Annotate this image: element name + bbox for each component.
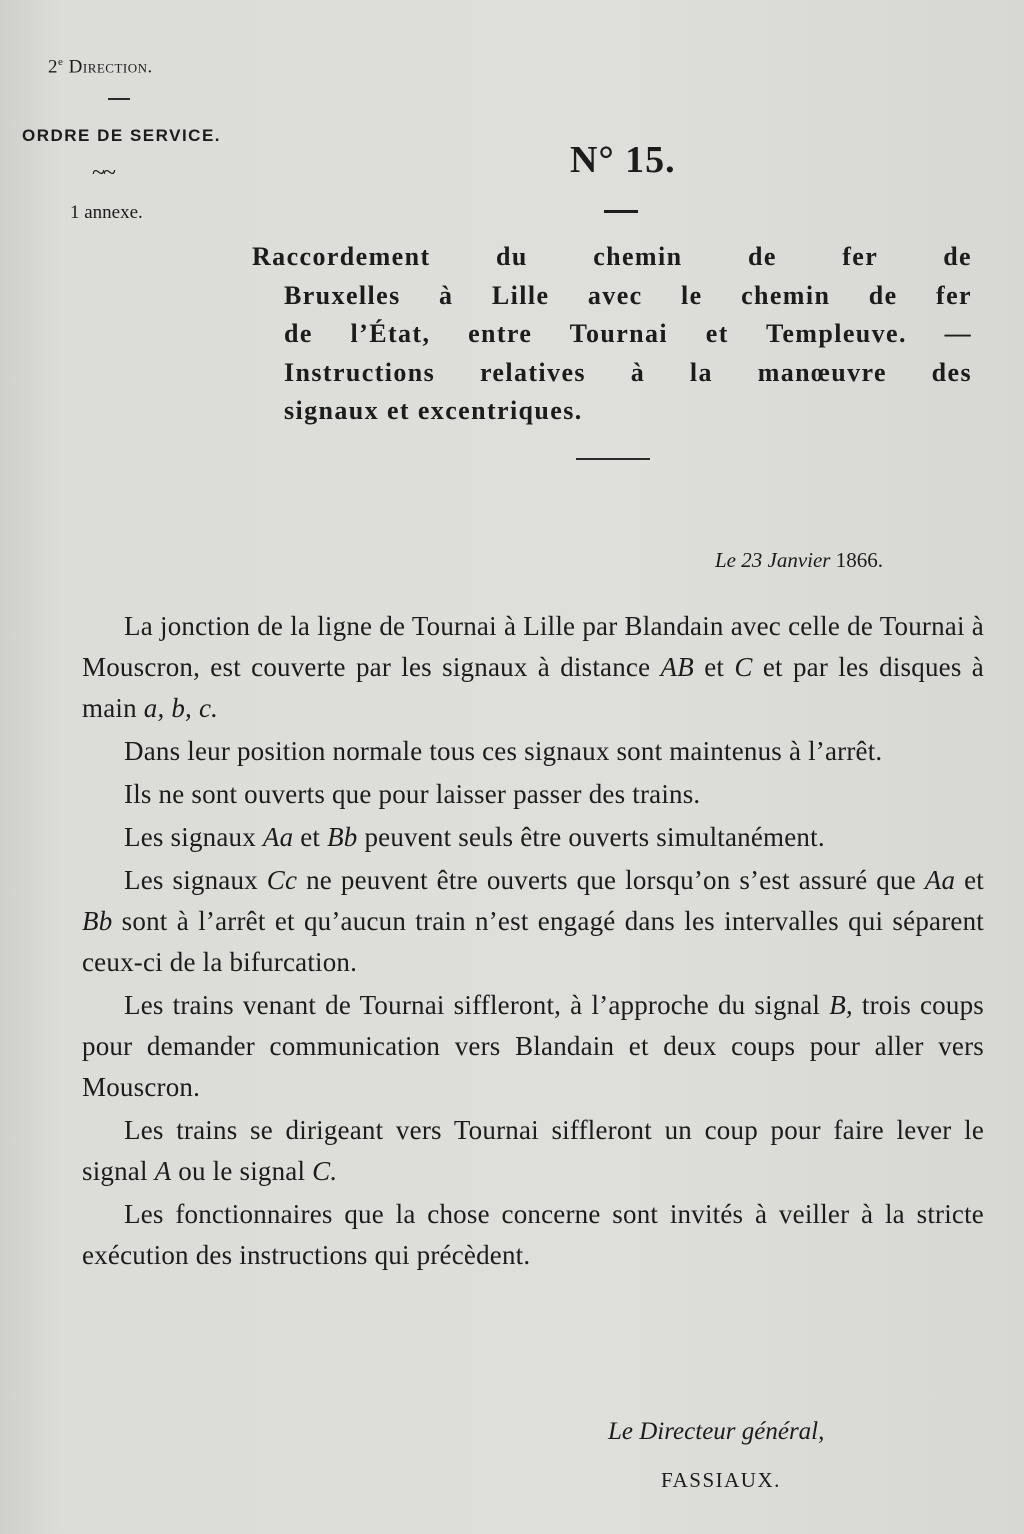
paragraph: La jonction de la ligne de Tournai à Lille par Blandain avec celle de Tournai à Mouscron, est couverte par les signaux à distance AB et C et par les disques à main a, b, c. [82, 611, 984, 723]
subject-line: signaux et excentriques. [284, 396, 583, 425]
subject-line: Raccordement du chemin de fer de [252, 242, 972, 271]
subject-line: Instructions relatives à la manœuvre des [284, 357, 972, 387]
date-line: Le 23 Janvier 1866. [715, 548, 883, 572]
direction-label: 2e Direction. [48, 56, 153, 78]
subject-heading [252, 238, 972, 431]
body-text [82, 606, 984, 1276]
paragraph: Les trains venant de Tournai siffleront, à l’approche du signal B, trois coups pour demander communication vers Blandain et deux coups pour aller vers Mouscron. [82, 990, 984, 1102]
subject-line: Bruxelles à Lille avec le chemin de fer [284, 280, 972, 310]
paragraph: Les trains se dirigeant vers Tournai siffleront un coup pour faire lever le signal A ou le signal C. [82, 1115, 984, 1186]
signature-title: Le Directeur général, [608, 1418, 825, 1445]
subject-line: de l’État, entre Tournai et Templeuve. — [284, 319, 972, 348]
annexe-label: 1 annexe. [70, 202, 143, 223]
paragraph: Les fonctionnaires que la chose concerne sont invités à veiller à la stricte exécution des instructions qui précèdent. [82, 1199, 984, 1270]
divider [108, 98, 130, 100]
tilde-ornament: ~~ [92, 160, 114, 186]
paragraph: Les signaux Aa et Bb peuvent seuls être ouverts simultanément. [124, 822, 825, 852]
signature-name: FASSIAUX. [661, 1468, 781, 1492]
ordre-de-service-label: ORDRE DE SERVICE. [22, 126, 222, 145]
order-number: N° 15. [570, 139, 676, 181]
divider [576, 458, 650, 460]
divider [604, 210, 638, 213]
paragraph: Dans leur position normale tous ces signaux sont maintenus à l’arrêt. [124, 736, 883, 766]
paragraph: Ils ne sont ouverts que pour laisser passer des trains. [124, 779, 701, 809]
paragraph: Les signaux Cc ne peuvent être ouverts que lorsqu’on s’est assuré que Aa et Bb sont à l’arrêt et qu’aucun train n’est engagé dans les intervalles qui séparent ceux-ci de la bifurcation. [82, 865, 984, 977]
